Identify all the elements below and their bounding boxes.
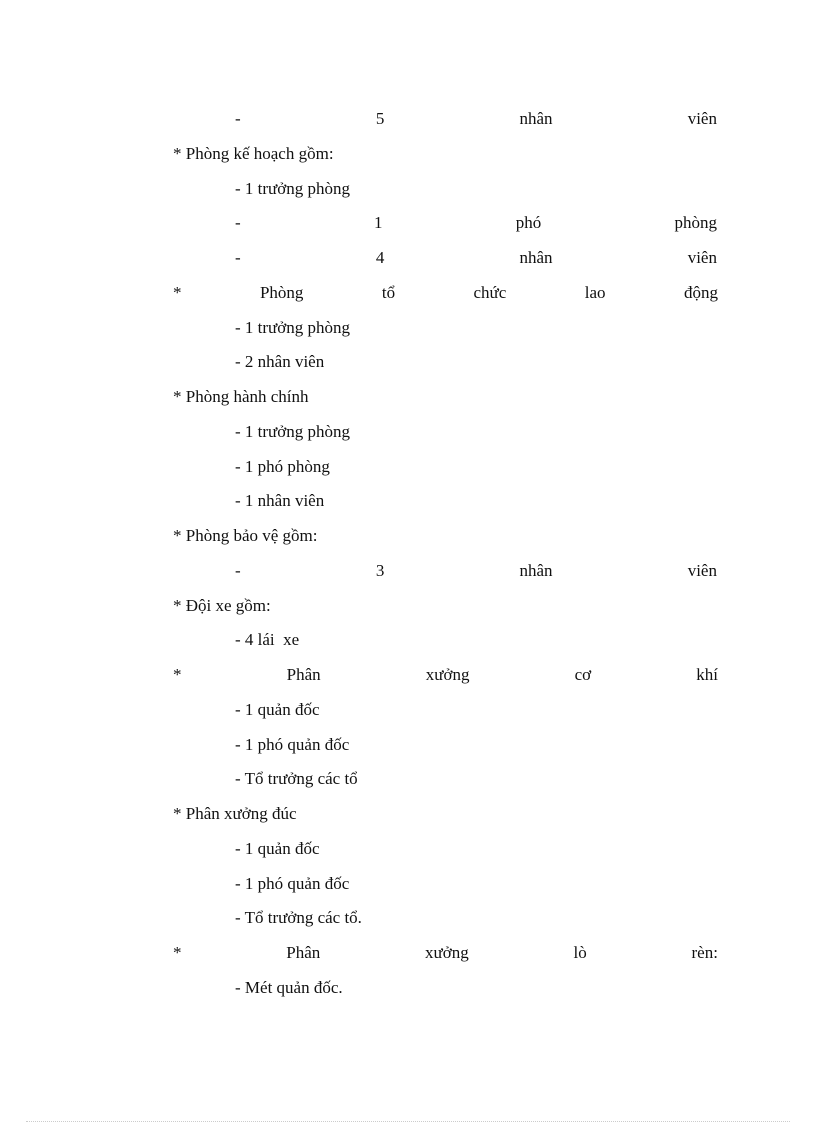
text-line [235, 559, 717, 583]
line-word: * [173, 665, 182, 684]
line-text: * Phòng kế hoạch gồm: [173, 144, 334, 163]
line-text: * Phân xưởng đúc [173, 804, 297, 823]
line-text: - Mét quản đốc. [235, 978, 343, 997]
line-word: - [235, 213, 241, 232]
line-word: * [173, 943, 182, 962]
line-word: rèn: [691, 943, 718, 962]
line-word: * [173, 283, 182, 302]
line-word: viên [687, 561, 717, 580]
text-line [173, 524, 318, 548]
text-line [235, 906, 362, 930]
line-text: - 1 phó phòng [235, 457, 330, 476]
text-line [173, 281, 718, 305]
text-line [235, 350, 324, 374]
line-text: - 2 nhân viên [235, 352, 325, 371]
line-text: - 4 lái xe [235, 630, 300, 649]
line-text: - 1 trưởng phòng [235, 422, 350, 441]
line-word: - [235, 248, 241, 267]
line-text: - 1 nhân viên [235, 491, 325, 510]
text-line [235, 211, 717, 235]
text-line [173, 941, 718, 965]
line-word: - [235, 109, 241, 128]
line-word: cơ [574, 665, 592, 684]
line-word: lao [584, 283, 606, 302]
line-word: Phân [286, 665, 321, 684]
text-line [235, 177, 350, 201]
line-word: viên [687, 109, 717, 128]
line-text: - 1 quản đốc [235, 700, 320, 719]
line-word: phó [515, 213, 542, 232]
line-word: Phân [286, 943, 321, 962]
line-word: phòng [674, 213, 717, 232]
line-word: xưởng [425, 943, 469, 962]
text-line [235, 976, 343, 1000]
line-text: * Đội xe gồm: [173, 596, 271, 615]
line-word: khí [696, 665, 718, 684]
text-line [235, 837, 320, 861]
line-text: * Phòng bảo vệ gồm: [173, 526, 318, 545]
text-line [235, 767, 358, 791]
text-line [173, 594, 271, 618]
line-word: - [235, 561, 241, 580]
line-word: nhân [519, 248, 553, 267]
text-line [235, 698, 320, 722]
line-text: - 1 trưởng phòng [235, 318, 350, 337]
text-line [235, 733, 349, 757]
text-line [235, 107, 717, 131]
page-bottom-rule [26, 1121, 790, 1122]
text-line [235, 455, 330, 479]
line-word: động [683, 283, 718, 302]
text-line [235, 872, 349, 896]
text-line [173, 385, 309, 409]
line-text: - Tổ trưởng các tổ. [235, 908, 362, 927]
line-word: xưởng [425, 665, 470, 684]
line-text: - 1 quản đốc [235, 839, 320, 858]
line-word: lò [573, 943, 587, 962]
line-word: Phòng [259, 283, 304, 302]
text-line [235, 628, 299, 652]
line-word: nhân [519, 109, 553, 128]
line-word: 5 [375, 109, 385, 128]
line-word: 4 [375, 248, 385, 267]
line-word: viên [687, 248, 717, 267]
line-text: - 1 phó quản đốc [235, 874, 350, 893]
text-line [173, 802, 297, 826]
text-line [173, 663, 718, 687]
line-word: nhân [519, 561, 553, 580]
line-text: - Tổ trưởng các tổ [235, 769, 358, 788]
line-word: 1 [373, 213, 383, 232]
text-line [235, 420, 350, 444]
text-line [235, 489, 324, 513]
text-line [235, 246, 717, 270]
text-line [235, 316, 350, 340]
line-text: - 1 phó quản đốc [235, 735, 350, 754]
line-text: * Phòng hành chính [173, 387, 309, 406]
line-text: - 1 trưởng phòng [235, 179, 350, 198]
line-word: chức [473, 283, 507, 302]
text-line [173, 142, 334, 166]
line-word: 3 [375, 561, 385, 580]
line-word: tổ [381, 283, 396, 302]
